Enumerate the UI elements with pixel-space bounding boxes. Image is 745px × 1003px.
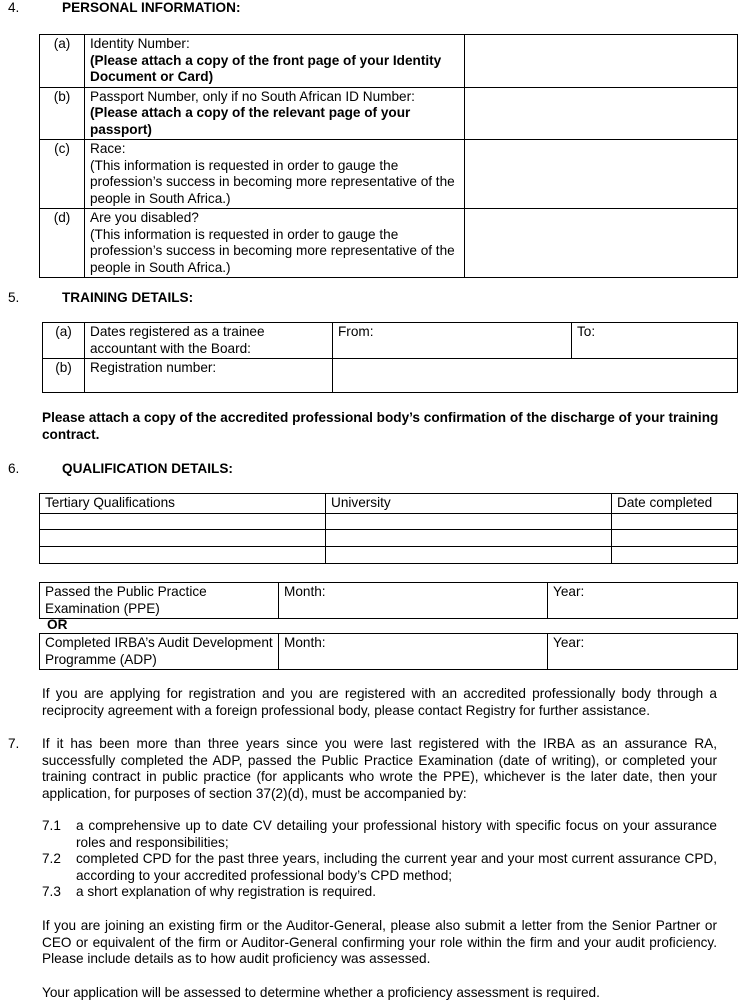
university-cell[interactable]	[326, 546, 612, 563]
or-label: OR	[47, 617, 68, 632]
row-label: (d)	[40, 209, 85, 278]
qualification-row	[40, 529, 738, 546]
qualification-row	[40, 546, 738, 563]
section-7-number: 7.	[8, 736, 20, 751]
adp-month-field[interactable]: Month:	[279, 634, 548, 670]
race-label: Race: (This information is requested in order to gauge the profession’s success in becoming more representative of the people in South Africa.)	[85, 140, 465, 209]
from-date-field[interactable]: From:	[333, 323, 572, 359]
ppe-table	[39, 582, 738, 619]
ppe-label: Passed the Public Practice Examination (PPE)	[40, 583, 279, 619]
adp-year-field[interactable]: Year:	[548, 634, 738, 670]
passport-number-label: Passport Number, only if no South African ID Number: (Please attach a copy of the relevant page of your passport)	[85, 87, 465, 140]
university-cell[interactable]	[326, 529, 612, 546]
to-date-field[interactable]: To:	[572, 323, 738, 359]
item-7-2-number: 7.2	[42, 851, 61, 866]
qualification-cell[interactable]	[40, 529, 326, 546]
section-6-number: 6.	[8, 461, 20, 476]
race-row	[40, 140, 738, 209]
reciprocity-note: If you are applying for registration and you are registered with an accredited professionally body through a reciprocity agreement with a foreign professional body, please contact Registry for further assistance.	[42, 686, 717, 718]
university-header: University	[326, 494, 612, 514]
identity-number-row	[40, 35, 738, 88]
registration-number-row	[43, 359, 738, 393]
identity-number-label: Identity Number: (Please attach a copy of the front page of your Identity Document or Card)	[85, 35, 465, 88]
item-7-1-number: 7.1	[42, 818, 61, 833]
qualifications-header-row	[40, 494, 738, 514]
tertiary-qualifications-header: Tertiary Qualifications	[40, 494, 326, 514]
adp-table	[39, 633, 738, 670]
disability-label: Are you disabled? (This information is requested in order to gauge the profession’s success in becoming more representative of the people in South Africa.)	[85, 209, 465, 278]
registration-number-label: Registration number:	[85, 359, 333, 393]
ppe-month-field[interactable]: Month:	[279, 583, 548, 619]
registration-number-field[interactable]	[333, 359, 738, 393]
adp-label: Completed IRBA’s Audit Development Programme (ADP)	[40, 634, 279, 670]
training-details-table	[42, 322, 738, 393]
section-5-title: TRAINING DETAILS:	[62, 290, 194, 305]
university-cell[interactable]	[326, 513, 612, 529]
row-label: (a)	[43, 323, 85, 359]
race-field[interactable]	[465, 140, 738, 209]
passport-number-field[interactable]	[465, 87, 738, 140]
row-label: (a)	[40, 35, 85, 88]
assessment-note: Your application will be assessed to determine whether a proficiency assessment is required.	[42, 985, 600, 1000]
item-7-3-number: 7.3	[42, 884, 61, 899]
firm-letter-note: If you are joining an existing firm or the Auditor-General, please also submit a letter from the Senior Partner or CEO or equivalent of the firm or Auditor-General confirming your role within the firm and your audit proficiency. Please include details as to how audit proficiency was assessed.	[42, 918, 717, 967]
training-attachment-note: Please attach a copy of the accredited professional body’s confirmation of the discharge of your training contract.	[42, 410, 719, 442]
date-cell[interactable]	[612, 529, 738, 546]
qualification-row	[40, 513, 738, 529]
item-7-1-text: a comprehensive up to date CV detailing your professional history with specific focus on your assurance roles and responsibilities;	[76, 818, 717, 850]
date-cell[interactable]	[612, 513, 738, 529]
section-4-title: PERSONAL INFORMATION:	[62, 0, 241, 15]
item-7-3-text: a short explanation of why registration is required.	[76, 884, 376, 899]
row-label: (b)	[43, 359, 85, 393]
section-4-number: 4.	[8, 0, 20, 15]
date-completed-header: Date completed	[612, 494, 738, 514]
section-6-title: QUALIFICATION DETAILS:	[62, 461, 233, 476]
identity-number-field[interactable]	[465, 35, 738, 88]
trainee-dates-row	[43, 323, 738, 359]
qualification-cell[interactable]	[40, 546, 326, 563]
section-5-number: 5.	[8, 290, 20, 305]
section-7-intro: If it has been more than three years since you were last registered with the IRBA as an assurance RA, successfully completed the ADP, passed the Public Practice Examination (date of writing), or completed your training contract in public practice (for applicants who wrote the PPE), whichever is the later date, then your application, for purposes of section 37(2)(d), must be accompanied by:	[42, 736, 717, 801]
ppe-row	[40, 583, 738, 619]
qualification-cell[interactable]	[40, 513, 326, 529]
item-7-2-text: completed CPD for the past three years, including the current year and your most current assurance CPD, according to your accredited professional body’s CPD method;	[76, 851, 717, 883]
trainee-dates-label: Dates registered as a trainee accountant with the Board:	[85, 323, 333, 359]
passport-number-row	[40, 87, 738, 140]
personal-info-table	[39, 34, 738, 278]
disability-field[interactable]	[465, 209, 738, 278]
adp-row	[40, 634, 738, 670]
ppe-year-field[interactable]: Year:	[548, 583, 738, 619]
qualifications-table	[39, 493, 738, 564]
row-label: (b)	[40, 87, 85, 140]
date-cell[interactable]	[612, 546, 738, 563]
row-label: (c)	[40, 140, 85, 209]
disability-row	[40, 209, 738, 278]
